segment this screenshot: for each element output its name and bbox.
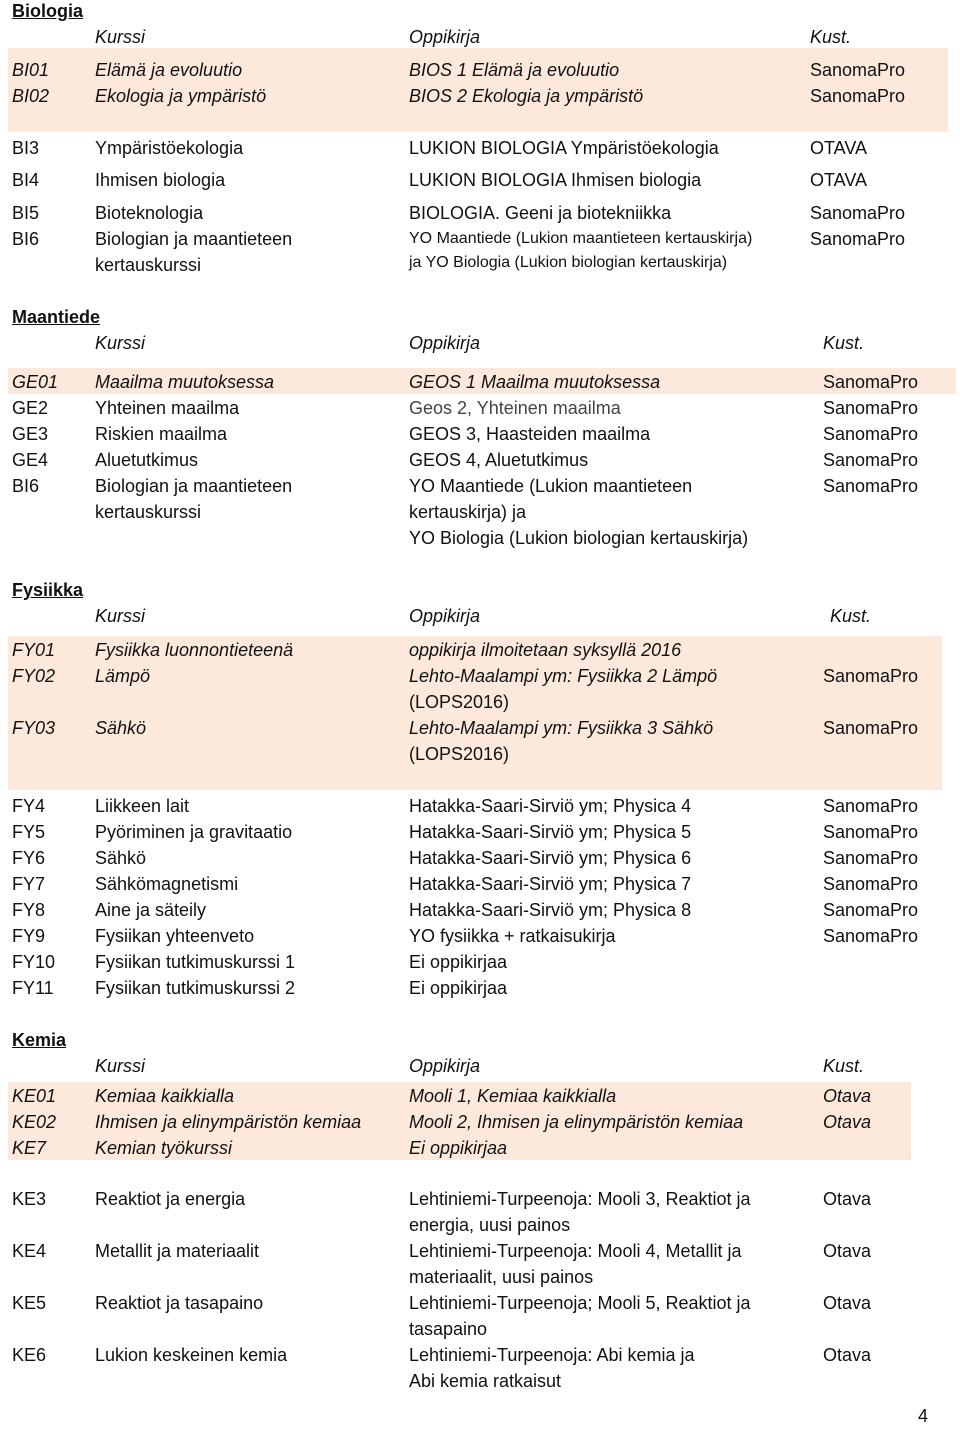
section-title-biologia: Biologia bbox=[12, 1, 83, 21]
course-code: GE3 bbox=[12, 424, 49, 444]
course-code: FY11 bbox=[12, 978, 54, 998]
course-code: FY9 bbox=[12, 926, 46, 946]
course-name: Ihmisen ja elinympäristön kemiaa bbox=[95, 1112, 362, 1132]
course-name: Biologian ja maantieteen bbox=[95, 476, 293, 496]
book-title: GEOS 3, Haasteiden maailma bbox=[409, 424, 651, 444]
course-name: Lukion keskeinen kemia bbox=[95, 1345, 288, 1365]
course-name: Fysiikan tutkimuskurssi 1 bbox=[95, 952, 296, 972]
publisher: SanomaPro bbox=[823, 372, 919, 392]
course-code: GE4 bbox=[12, 450, 49, 470]
course-name: Aine ja säteily bbox=[95, 900, 207, 920]
book-title-cont: energia, uusi painos bbox=[409, 1215, 571, 1235]
page-number: 4 bbox=[918, 1406, 929, 1426]
header-kurssi: Kurssi bbox=[95, 27, 146, 47]
section-title-maantiede: Maantiede bbox=[12, 307, 101, 327]
header-oppikirja: Oppikirja bbox=[409, 1056, 481, 1076]
book-title: Lehtiniemi-Turpeenoja: Mooli 3, Reaktiot ja bbox=[409, 1189, 751, 1209]
book-title: YO Maantiede (Lukion maantieteen bbox=[409, 476, 693, 496]
publisher: SanomaPro bbox=[823, 398, 919, 418]
book-title-cont: tasapaino bbox=[409, 1319, 488, 1339]
course-name: Kemiaa kaikkialla bbox=[95, 1086, 235, 1106]
book-title: LUKION BIOLOGIA Ihmisen biologia bbox=[409, 170, 702, 190]
publisher: SanomaPro bbox=[810, 203, 906, 223]
course-code: BI4 bbox=[12, 170, 40, 190]
course-name: Bioteknologia bbox=[95, 203, 204, 223]
course-name: Ihmisen biologia bbox=[95, 170, 226, 190]
course-name: Sähkömagnetismi bbox=[95, 874, 239, 894]
book-title: BIOS 1 Elämä ja evoluutio bbox=[409, 60, 620, 80]
course-code: FY8 bbox=[12, 900, 46, 920]
course-name: Aluetutkimus bbox=[95, 450, 199, 470]
course-code: GE01 bbox=[12, 372, 59, 392]
course-name-cont: kertauskurssi bbox=[95, 502, 202, 522]
publisher: SanomaPro bbox=[810, 86, 906, 106]
course-name: Reaktiot ja energia bbox=[95, 1189, 246, 1209]
course-code: FY4 bbox=[12, 796, 46, 816]
course-code: KE7 bbox=[12, 1138, 47, 1158]
publisher: SanomaPro bbox=[823, 666, 919, 686]
book-title: Geos 2, Yhteinen maailma bbox=[409, 398, 621, 418]
book-title: Lehto-Maalampi ym: Fysiikka 2 Lämpö bbox=[409, 666, 718, 686]
course-code: KE3 bbox=[12, 1189, 47, 1209]
course-name: Liikkeen lait bbox=[95, 796, 190, 816]
header-kurssi: Kurssi bbox=[95, 1056, 146, 1076]
book-title: BIOLOGIA. Geeni ja biotekniikka bbox=[409, 203, 672, 223]
course-name: Ekologia ja ympäristö bbox=[95, 86, 267, 106]
course-code: GE2 bbox=[12, 398, 49, 418]
book-title: oppikirja ilmoitetaan syksyllä 2016 bbox=[409, 640, 682, 660]
course-code: FY02 bbox=[12, 666, 56, 686]
publisher: Otava bbox=[823, 1241, 872, 1261]
header-oppikirja: Oppikirja bbox=[409, 333, 481, 353]
book-title: Hatakka-Saari-Sirviö ym; Physica 5 bbox=[409, 822, 692, 842]
book-title: Hatakka-Saari-Sirviö ym; Physica 7 bbox=[409, 874, 692, 894]
course-name: Riskien maailma bbox=[95, 424, 228, 444]
course-name: Sähkö bbox=[95, 718, 147, 738]
course-name: Yhteinen maailma bbox=[95, 398, 240, 418]
course-name: Fysiikan tutkimuskurssi 2 bbox=[95, 978, 296, 998]
book-title: Lehtiniemi-Turpeenoja: Mooli 4, Metallit ja bbox=[409, 1241, 742, 1261]
publisher: Otava bbox=[823, 1345, 872, 1365]
publisher: SanomaPro bbox=[823, 822, 919, 842]
course-name: Biologian ja maantieteen bbox=[95, 229, 293, 249]
book-title: Ei oppikirjaa bbox=[409, 952, 508, 972]
publisher: SanomaPro bbox=[823, 424, 919, 444]
book-title: BIOS 2 Ekologia ja ympäristö bbox=[409, 86, 644, 106]
course-name: Reaktiot ja tasapaino bbox=[95, 1293, 264, 1313]
header-kust: Kust. bbox=[810, 27, 852, 47]
course-name: Kemian työkurssi bbox=[95, 1138, 233, 1158]
course-code: KE4 bbox=[12, 1241, 47, 1261]
book-title: GEOS 1 Maailma muutoksessa bbox=[409, 372, 661, 392]
book-title: LUKION BIOLOGIA Ympäristöekologia bbox=[409, 138, 719, 158]
course-code: FY03 bbox=[12, 718, 56, 738]
publisher: Otava bbox=[823, 1189, 872, 1209]
course-code: BI01 bbox=[12, 60, 50, 80]
book-title: Ei oppikirjaa bbox=[409, 1138, 508, 1158]
book-title: Lehto-Maalampi ym: Fysiikka 3 Sähkö bbox=[409, 718, 714, 738]
book-title: Ei oppikirjaa bbox=[409, 978, 508, 998]
course-name: Pyöriminen ja gravitaatio bbox=[95, 822, 293, 842]
book-title: Hatakka-Saari-Sirviö ym; Physica 6 bbox=[409, 848, 692, 868]
course-name: Sähkö bbox=[95, 848, 147, 868]
course-name: Metallit ja materiaalit bbox=[95, 1241, 260, 1261]
header-kust: Kust. bbox=[823, 1056, 865, 1076]
book-title: YO fysiikka + ratkaisukirja bbox=[409, 926, 616, 946]
publisher: Otava bbox=[823, 1112, 872, 1132]
course-name: Maailma muutoksessa bbox=[95, 372, 275, 392]
book-title: Hatakka-Saari-Sirviö ym; Physica 4 bbox=[409, 796, 692, 816]
course-code: KE6 bbox=[12, 1345, 47, 1365]
course-name: Lämpö bbox=[95, 666, 151, 686]
header-kurssi: Kurssi bbox=[95, 606, 146, 626]
course-code: FY01 bbox=[12, 640, 56, 660]
section-title-kemia: Kemia bbox=[12, 1030, 67, 1050]
course-code: KE5 bbox=[12, 1293, 47, 1313]
publisher: SanomaPro bbox=[810, 60, 906, 80]
section-title-fysiikka: Fysiikka bbox=[12, 580, 84, 600]
course-name: Fysiikka luonnontieteenä bbox=[95, 640, 294, 660]
header-oppikirja: Oppikirja bbox=[409, 27, 481, 47]
publisher: SanomaPro bbox=[823, 796, 919, 816]
publisher: SanomaPro bbox=[823, 874, 919, 894]
publisher: Otava bbox=[823, 1086, 872, 1106]
course-code: FY6 bbox=[12, 848, 46, 868]
course-code: FY7 bbox=[12, 874, 46, 894]
header-kurssi: Kurssi bbox=[95, 333, 146, 353]
publisher: SanomaPro bbox=[810, 229, 906, 249]
publisher: SanomaPro bbox=[823, 476, 919, 496]
publisher: Otava bbox=[823, 1293, 872, 1313]
header-kust: Kust. bbox=[830, 606, 872, 626]
course-code: BI5 bbox=[12, 203, 40, 223]
book-title: Lehtiniemi-Turpeenoja: Abi kemia ja bbox=[409, 1345, 695, 1365]
course-code: BI02 bbox=[12, 86, 50, 106]
book-title-cont: Abi kemia ratkaisut bbox=[409, 1371, 562, 1391]
book-title-cont: materiaalit, uusi painos bbox=[409, 1267, 594, 1287]
publisher: SanomaPro bbox=[823, 718, 919, 738]
course-name: Fysiikan yhteenveto bbox=[95, 926, 255, 946]
course-name: Ympäristöekologia bbox=[95, 138, 244, 158]
book-title-cont: ja YO Biologia (Lukion biologian kertauskirja) bbox=[409, 254, 728, 271]
course-code: BI6 bbox=[12, 476, 40, 496]
course-code: BI3 bbox=[12, 138, 40, 158]
book-title: GEOS 4, Aluetutkimus bbox=[409, 450, 589, 470]
publisher: SanomaPro bbox=[823, 848, 919, 868]
publisher: OTAVA bbox=[810, 170, 868, 190]
book-title-cont: (LOPS2016) bbox=[409, 692, 510, 712]
publisher: OTAVA bbox=[810, 138, 868, 158]
book-title: Lehtiniemi-Turpeenoja; Mooli 5, Reaktiot ja bbox=[409, 1293, 751, 1313]
book-title: YO Maantiede (Lukion maantieteen kertauskirja) bbox=[409, 230, 753, 247]
course-code: FY10 bbox=[12, 952, 56, 972]
publisher: SanomaPro bbox=[823, 900, 919, 920]
book-title: Mooli 2, Ihmisen ja elinympäristön kemiaa bbox=[409, 1112, 744, 1132]
book-title-cont: YO Biologia (Lukion biologian kertauskirja) bbox=[409, 528, 749, 548]
book-title: Mooli 1, Kemiaa kaikkialla bbox=[409, 1086, 617, 1106]
course-code: KE02 bbox=[12, 1112, 57, 1132]
book-title: Hatakka-Saari-Sirviö ym; Physica 8 bbox=[409, 900, 692, 920]
course-code: BI6 bbox=[12, 229, 40, 249]
publisher: SanomaPro bbox=[823, 926, 919, 946]
publisher: SanomaPro bbox=[823, 450, 919, 470]
course-code: KE01 bbox=[12, 1086, 57, 1106]
header-oppikirja: Oppikirja bbox=[409, 606, 481, 626]
course-name: Elämä ja evoluutio bbox=[95, 60, 243, 80]
book-title-cont: (LOPS2016) bbox=[409, 744, 510, 764]
book-title-cont: kertauskirja) ja bbox=[409, 502, 527, 522]
course-name-cont: kertauskurssi bbox=[95, 255, 202, 275]
course-code: FY5 bbox=[12, 822, 46, 842]
header-kust: Kust. bbox=[823, 333, 865, 353]
